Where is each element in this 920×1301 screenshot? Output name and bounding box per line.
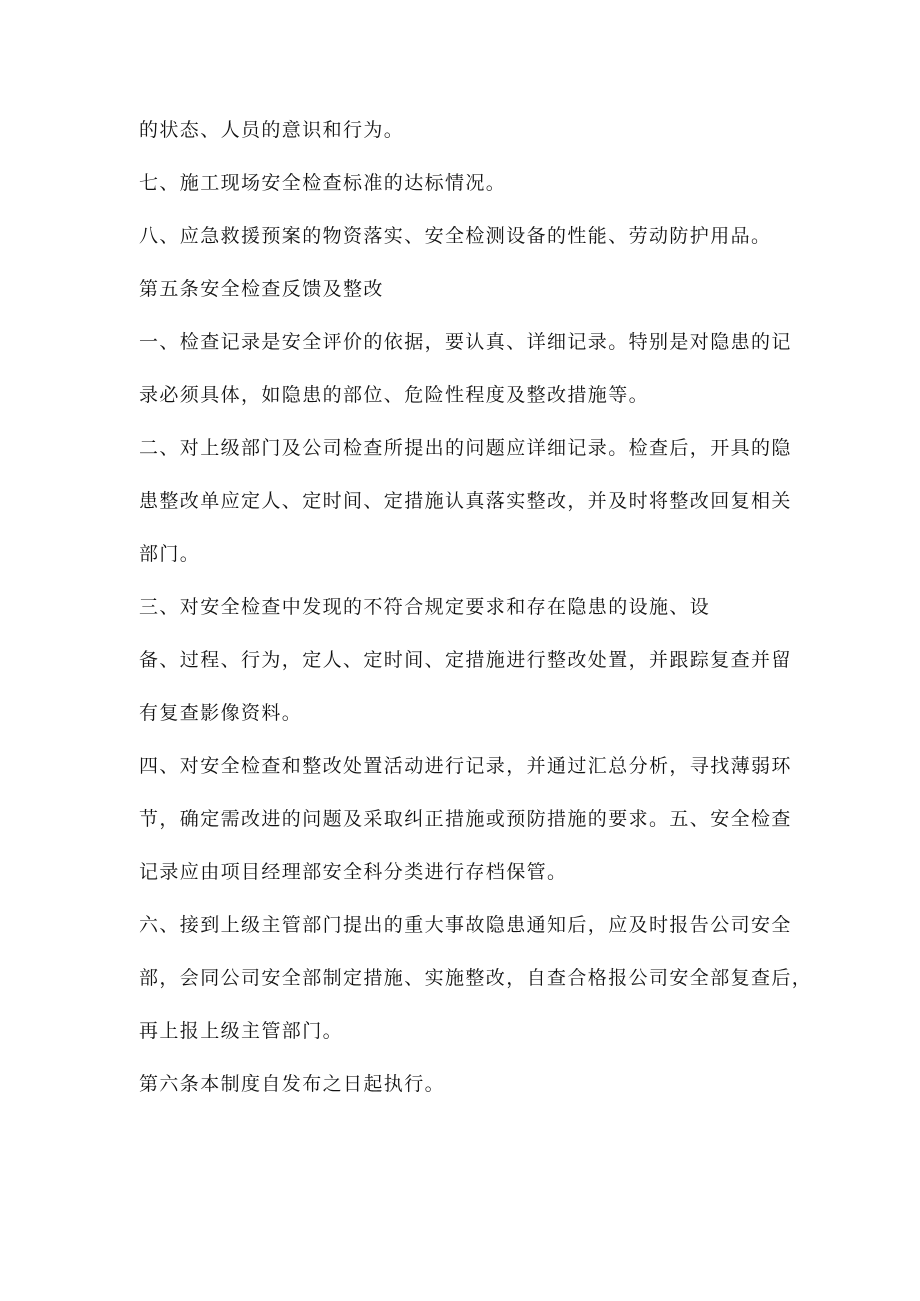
text-line: 的状态、人员的意识和行为。 <box>139 119 405 141</box>
text-line: 六、接到上级主管部门提出的重大事故隐患通知后，应及时报告公司安全 <box>139 914 792 936</box>
text-line: 七、施工现场安全检查标准的达标情况。 <box>139 172 507 194</box>
text-line: 节，确定需改进的问题及采取纠正措施或预防措施的要求。五、安全检查 <box>139 808 792 830</box>
text-line: 部门。 <box>139 543 201 565</box>
text-line: 再上报上级主管部门。 <box>139 1020 344 1042</box>
text-line: 录必须具体，如隐患的部位、危险性程度及整改措施等。 <box>139 384 650 406</box>
text-line: 有复查影像资料。 <box>139 702 303 724</box>
section-heading: 第五条安全检查反馈及整改 <box>139 278 384 300</box>
text-line: 八、应急救援预案的物资落实、安全检测设备的性能、劳动防护用品。 <box>139 225 772 247</box>
text-line: 四、对安全检查和整改处置活动进行记录，并通过汇总分析，寻找薄弱环 <box>139 755 792 777</box>
text-line: 部，会同公司安全部制定措施、实施整改，自查合格报公司安全部复查后， <box>139 967 813 989</box>
text-line: 患整改单应定人、定时间、定措施认真落实整改，并及时将整改回复相关 <box>139 490 792 512</box>
document-body <box>139 113 819 1120</box>
text-line: 备、过程、行为，定人、定时间、定措施进行整改处置，并跟踪复查并留 <box>139 649 792 671</box>
text-line: 二、对上级部门及公司检查所提出的问题应详细记录。检查后，开具的隐 <box>139 437 792 459</box>
section-heading: 第六条本制度自发布之日起执行。 <box>139 1073 446 1095</box>
text-line: 三、对安全检查中发现的不符合规定要求和存在隐患的设施、设 <box>139 596 711 618</box>
text-line: 记录应由项目经理部安全科分类进行存档保管。 <box>139 861 568 883</box>
text-line: 一、检查记录是安全评价的依据，要认真、详细记录。特别是对隐患的记 <box>139 331 792 353</box>
